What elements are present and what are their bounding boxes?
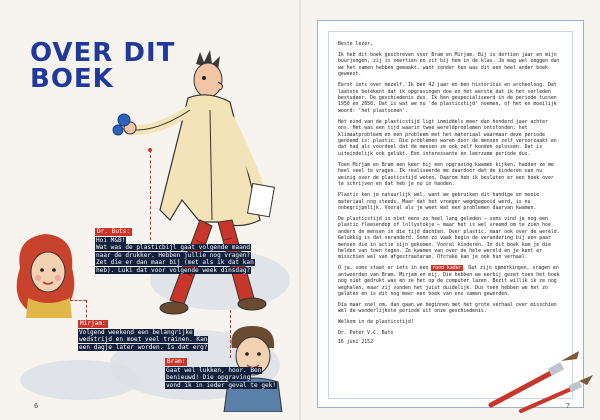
bubble-line: Hoi M&B! <box>96 236 126 244</box>
bubble-line: heb). Luki dat voor volgende week dinsdag? <box>96 266 251 274</box>
bubble-line: wedstrijd en moet veel trainen. Kan <box>79 336 208 344</box>
letter-paragraph: De plasticstijd is niet eens zo heel lang geleden – soms vind je nog een plastic fleesendop of lollystokje – maar het is wel vreemd om te zien hoe anders de mensen in die tijd dachten. Over plastic, maar ook over de wereld. Gelukkig is dat veranderd. Soms zo vaak begin de verandering bij een paar mensen die in actie zijn gekomen. Vooral kinderen. In dit boek kom je die helden van toen tegen. Ze kwamen van over de hele wereld en je kent er misschien wel van afgestraatarum. Ofcrake kan je ook hun verhaal. <box>338 215 560 261</box>
letter-paragraph-highlight: O ja, soms staat er iets in een rood kader. Dat zijn opmerkingen, vragen en antwoorden van Bram, Mirjam en mij. Die hebben we eerbij gezet toen het boek nog niet gedrukt was en ze het op de computer lazen. Bezit willik ik ze nog weghalen, maar zij vonden het juist duidelijk. Dus toen hebben we het zo gelaten en is dit nog meer een boek van ons samen geworden. <box>338 265 560 297</box>
bubble-line: Gaat wel lukken, hoor. Ben <box>166 366 262 374</box>
bubble-line: Wat was de plasticbijl gaat volgende maand <box>96 244 251 252</box>
letter-paragraph: Plastic ken je natuurlijk wel, want we gebruiken dit handige en mooie materiaal nog steeds. Maar dat het vroeger wegdgegooid werd, is nu onbegrijpelijk. Vooral als je weet wat een problemen daarvan kwamen. <box>338 192 540 211</box>
bubble-line: Zet die er dan maar bij (met als ik dat kan <box>96 259 254 267</box>
highlight-phrase: rood kader <box>432 265 462 272</box>
connector-line <box>150 150 151 240</box>
cloud-shape <box>20 360 140 400</box>
bubble-name: Mirjam: <box>80 320 106 327</box>
bubble-mirjam <box>78 320 228 351</box>
connector-dot <box>148 148 152 152</box>
page-number-left: 6 <box>34 402 39 410</box>
brushes-illustration <box>481 345 596 415</box>
bubble-line: vond ik in ieder geval te gek! <box>166 381 277 389</box>
right-page <box>301 0 600 420</box>
bubble-line: een dagje later worden. Is dat erg? <box>79 343 208 351</box>
bubble-line: naar de drukker. Hebben jullie nog vragen? <box>96 251 251 259</box>
bubble-line: benieuwd! Die opgraving <box>166 374 251 382</box>
bubble-name: Bram: <box>167 358 186 365</box>
bubble-line: Volgend weekend een belangrijke <box>79 328 193 336</box>
letter-signature: Dr. Peter V.C. Buts <box>338 330 394 337</box>
bubble-bram <box>165 358 285 389</box>
letter-paragraph: Ik heb dit boek geschreven voor Bram en Mirjam. Bij is dertien jaar en mijn buurjongen, zij is veertien en zit bij hem in de klas. Je mag wel zeggen dat we het samen hebben gemaakt, want zonder hen was dit een heel ander boek geweest. <box>338 52 560 78</box>
letter-salutation: Beste lezer, <box>338 41 373 47</box>
page-number-right: 7 <box>565 402 570 410</box>
letter-date: 16 juni 2152 <box>338 338 373 345</box>
letter-paragraph: Dia maar snel om, dan gaan we beginnen met het grote verhaal over misschien wel de wonderlijkste periode uit onze geschiedenis. <box>338 301 557 315</box>
bubble-name: Dr. Buts: <box>97 228 131 235</box>
letter-text <box>338 41 562 350</box>
letter-paragraph: Het eind van de plasticstijd ligt inmiddels meer dan honderd jaar achter ons. Het was een tijd waarin twee wereldproblemen ontstonden: het klimaatprobleem en een probleem met het materiaal waarmaar deze periode genoemd is: plastic. Die problemen waren door de mensen zelf veroorzaakt en dat had als voordeel dat de mensen ze ook zelf konden oplossen. Dat is uiteindelijk ook gelukt. Een interessante en leerzame periode dus. <box>338 118 557 157</box>
bubble-buts <box>95 228 270 275</box>
scientist-illustration <box>100 50 290 350</box>
connector-line <box>230 310 231 358</box>
girl-illustration <box>10 228 90 318</box>
title-line-1: OVER DIT <box>30 38 176 68</box>
title-line-2: BOEK <box>30 64 114 94</box>
connector-line <box>70 300 86 301</box>
letter-paragraph: Toen Mirjam en Bram een keer bij een opgraving kwamen kijken, hadden ze me heel veel te vragen. Ik realiseerde me daardoor dat de kinderen van nu weinig over de plasticstijd weten. Daarom heb ik besloten er een boek over te schrijven en dat heb je nu in handen. <box>338 161 554 188</box>
letter-paragraph: Eerst iets over mezelf. Ik ben 42 jaar en ben historicus en archeoloog. Dat laatste betekent dat ik opgravingen doe en het eerste dat ik het verleden bestudeer. De geschiedenis dus. Ik ben gespecialiseerd in de periode tussen 1950 en 2050. Dat is wat we nu 'de plasticstijd' noemen, of het en moeilijk woord: 'het plastoceen'. <box>338 82 557 114</box>
letter-paragraph: Welkom in de plasticstijd! <box>338 319 414 326</box>
